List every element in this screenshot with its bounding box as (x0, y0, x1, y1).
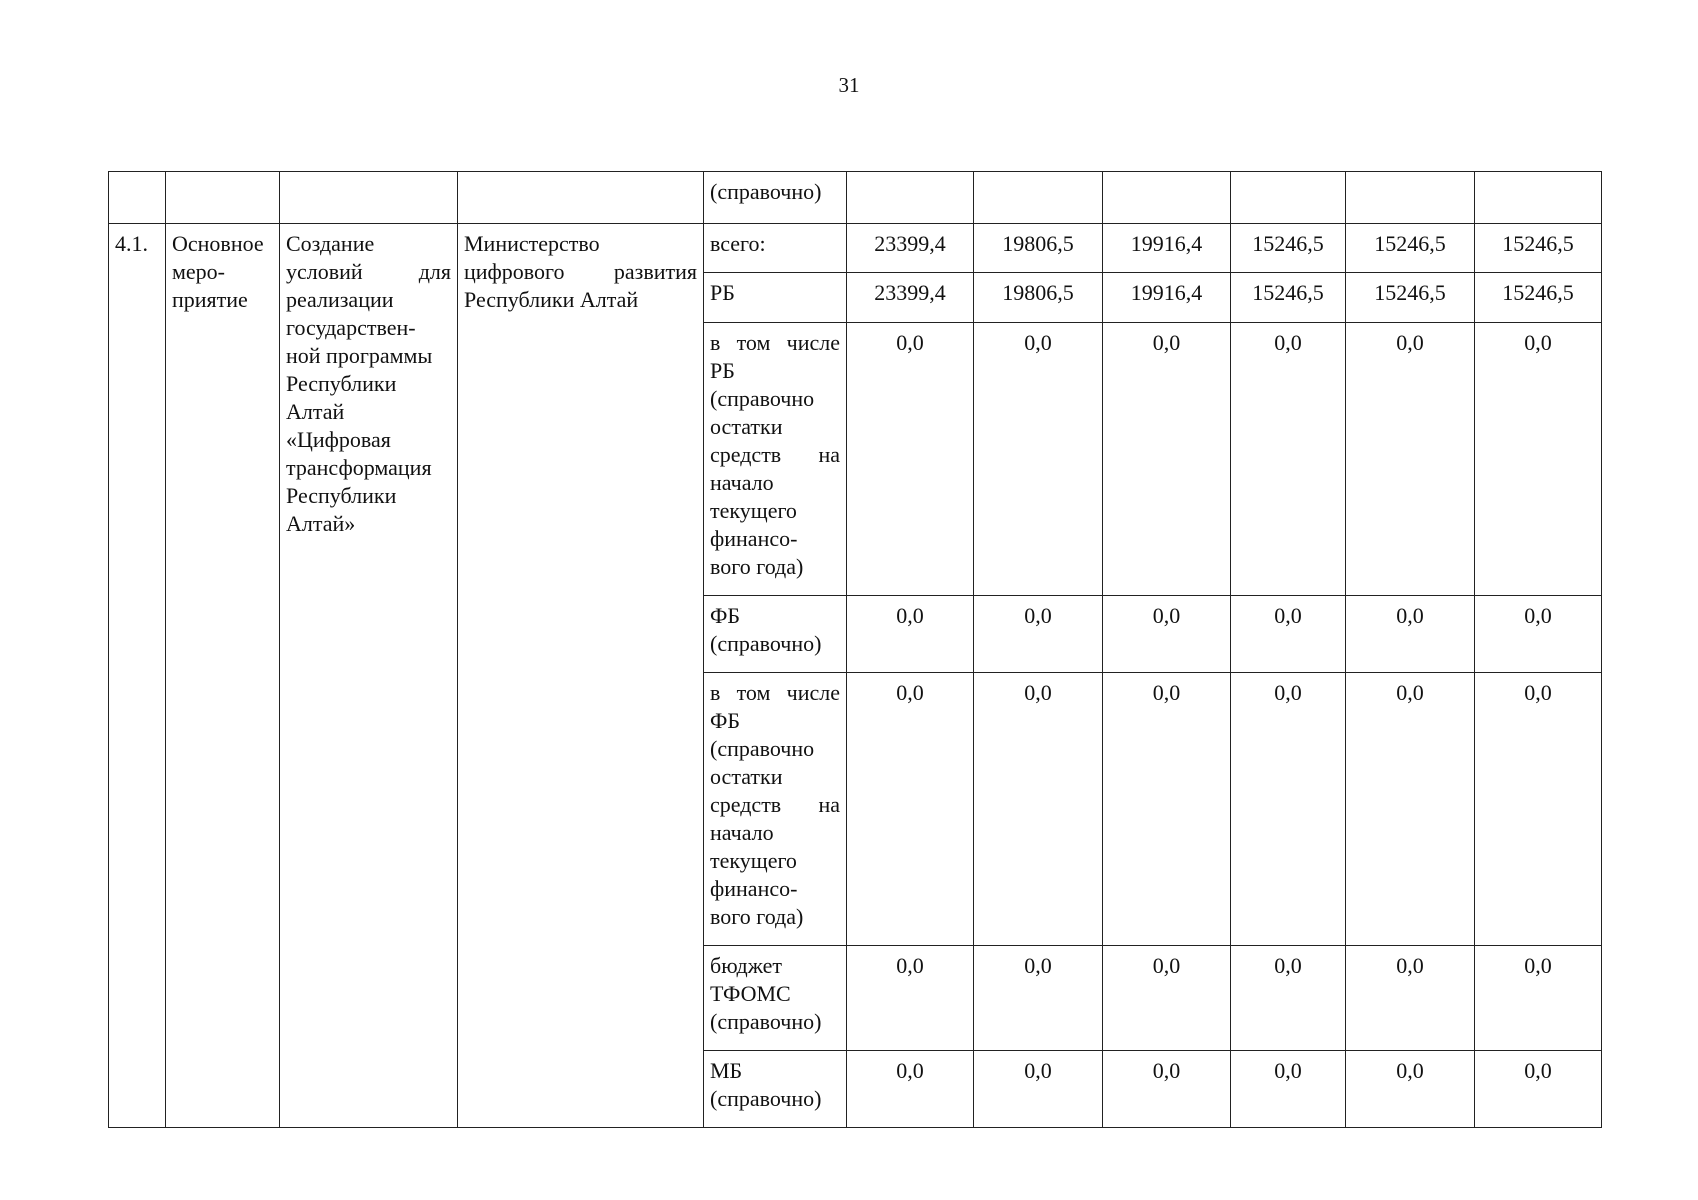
value-cell: 0,0 (1231, 1051, 1346, 1128)
measure-name-line: Алтай» (286, 511, 356, 536)
value-cell: 0,0 (974, 946, 1103, 1051)
value-cell: 15246,5 (1231, 224, 1346, 273)
value-cell: 0,0 (1103, 673, 1231, 946)
continuation-row (109, 172, 1602, 224)
empty-cell (1346, 172, 1475, 224)
executor-line: Республики Алтай (464, 287, 639, 312)
empty-cell (1475, 172, 1602, 224)
funding-source-cell: в том числе РБ (справочно остатки средств на начало текущего финансо- вого года) (704, 323, 847, 596)
funding-source-cell: бюджет ТФОМС (справочно) (704, 946, 847, 1051)
measure-name-line: реализации (286, 287, 394, 312)
empty-cell (1103, 172, 1231, 224)
value-cell: 0,0 (1475, 1051, 1602, 1128)
value-cell: 15246,5 (1346, 224, 1475, 273)
value-cell: 15246,5 (1475, 224, 1602, 273)
executor-line: Министерство (464, 231, 600, 256)
funding-source-cell: МБ (справочно) (704, 1051, 847, 1128)
measure-name (280, 224, 458, 1128)
value-cell: 0,0 (1103, 946, 1231, 1051)
value-cell: 19916,4 (1103, 273, 1231, 323)
measure-name-line: трансформация (286, 455, 432, 480)
value-cell: 19806,5 (974, 273, 1103, 323)
value-cell: 0,0 (1231, 323, 1346, 596)
value-cell: 0,0 (847, 946, 974, 1051)
value-cell: 0,0 (1475, 673, 1602, 946)
measure-name-line: Алтай (286, 399, 345, 424)
budget-table (108, 171, 1602, 1128)
empty-cell (974, 172, 1103, 224)
value-cell: 0,0 (974, 596, 1103, 673)
value-cell: 0,0 (1346, 1051, 1475, 1128)
measure-name-line: условий для (286, 259, 451, 284)
value-cell: 19916,4 (1103, 224, 1231, 273)
value-cell: 15246,5 (1231, 273, 1346, 323)
value-cell: 0,0 (974, 323, 1103, 596)
row-type-line: приятие (172, 287, 248, 312)
empty-cell (458, 172, 704, 224)
executor-line: цифрового развития (464, 259, 697, 284)
value-cell: 0,0 (1475, 946, 1602, 1051)
measure-name-line: Республики (286, 483, 397, 508)
value-cell: 0,0 (1231, 673, 1346, 946)
value-cell: 0,0 (1475, 596, 1602, 673)
empty-cell (109, 172, 166, 224)
empty-cell (280, 172, 458, 224)
measure-name-line: государствен- (286, 315, 416, 340)
value-cell: 0,0 (1231, 596, 1346, 673)
executor (458, 224, 704, 1128)
value-cell: 15246,5 (1475, 273, 1602, 323)
value-cell: 19806,5 (974, 224, 1103, 273)
row-type-line: Основное (172, 231, 264, 256)
funding-source-cell: в том числе ФБ (справочно остатки средств на начало текущего финансо- вого года) (704, 673, 847, 946)
measure-name-line: «Цифровая (286, 427, 391, 452)
funding-source-cell: ФБ (справочно) (704, 596, 847, 673)
value-cell: 23399,4 (847, 224, 974, 273)
page-number: 31 (838, 73, 860, 97)
value-cell: 0,0 (1103, 323, 1231, 596)
value-cell: 0,0 (1475, 323, 1602, 596)
value-cell: 0,0 (1103, 1051, 1231, 1128)
value-cell: 0,0 (974, 1051, 1103, 1128)
value-cell: 15246,5 (1346, 273, 1475, 323)
funding-source-cell: РБ (704, 273, 847, 323)
empty-cell (166, 172, 280, 224)
value-cell: 0,0 (1346, 596, 1475, 673)
row-number: 4.1. (109, 224, 166, 1128)
row-type-line: меро- (172, 259, 226, 284)
empty-cell (847, 172, 974, 224)
value-cell: 0,0 (1103, 596, 1231, 673)
value-cell: 23399,4 (847, 273, 974, 323)
value-cell: 0,0 (847, 673, 974, 946)
value-cell: 0,0 (1346, 323, 1475, 596)
funding-source-cell: (справочно) (704, 172, 847, 224)
empty-cell (1231, 172, 1346, 224)
value-cell: 0,0 (1346, 946, 1475, 1051)
row-type (166, 224, 280, 1128)
value-cell: 0,0 (1231, 946, 1346, 1051)
value-cell: 0,0 (974, 673, 1103, 946)
measure-name-line: Создание (286, 231, 375, 256)
measure-name-line: Республики (286, 371, 397, 396)
funding-source-cell: всего: (704, 224, 847, 273)
table-row (109, 224, 1602, 273)
value-cell: 0,0 (1346, 673, 1475, 946)
measure-name-line: ной программы (286, 343, 433, 368)
value-cell: 0,0 (847, 323, 974, 596)
value-cell: 0,0 (847, 1051, 974, 1128)
value-cell: 0,0 (847, 596, 974, 673)
